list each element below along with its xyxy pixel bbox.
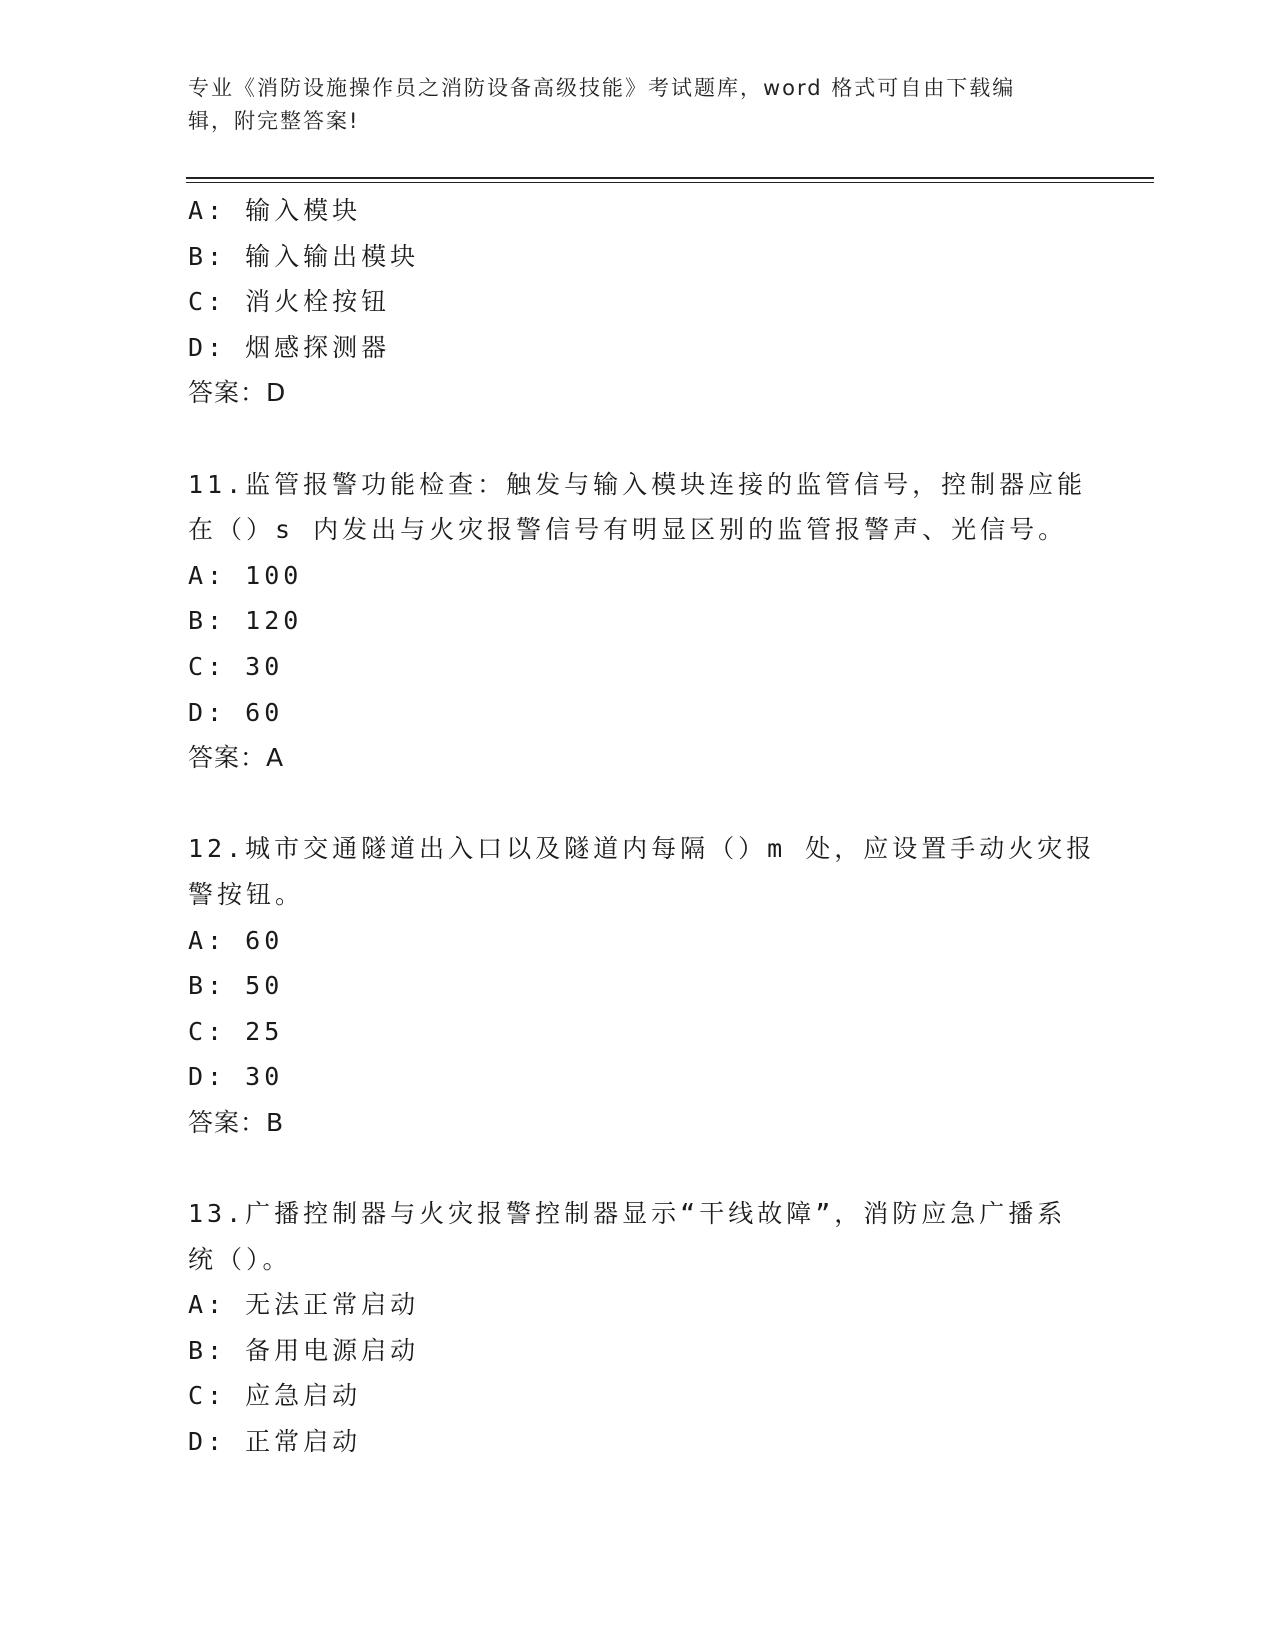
option-b: B: 备用电源启动	[188, 1335, 420, 1365]
answer: 答案：A	[188, 743, 285, 773]
page-header	[188, 72, 1068, 138]
option-d: D: 正常启动	[188, 1427, 362, 1457]
option-c: C: 消火栓按钮	[188, 287, 391, 317]
option-c: C: 30	[188, 651, 284, 681]
option-d: D: 烟感探测器	[188, 332, 391, 362]
option-b: B: 50	[188, 971, 284, 1001]
header-line-1: 专业《消防设施操作员之消防设备高级技能》考试题库，word 格式可自由下载编	[188, 76, 1016, 100]
spacer	[188, 1145, 1088, 1191]
spacer	[188, 781, 1088, 827]
option-c: C: 应急启动	[188, 1381, 362, 1411]
option-a: A: 输入模块	[188, 196, 362, 225]
header-rule-thick	[186, 177, 1154, 179]
answer: 答案：B	[188, 1107, 285, 1137]
option-a: A: 60	[188, 925, 284, 955]
spacer	[188, 416, 1088, 462]
option-a: A: 100	[188, 560, 303, 590]
header-rule-thin	[186, 182, 1154, 183]
option-c: C: 25	[188, 1016, 284, 1046]
question-text-line-2: 在（）s 内发出与火灾报警信号有明显区别的监管报警声、光信号。	[188, 515, 1068, 545]
question-11	[188, 462, 1088, 781]
option-a: A: 无法正常启动	[188, 1290, 420, 1320]
question-text-line-1: 11.监管报警功能检查：触发与输入模块连接的监管信号，控制器应能	[188, 469, 1087, 499]
question-text-line-2: 统（）。	[188, 1244, 292, 1274]
option-d: D: 30	[188, 1062, 284, 1092]
option-d: D: 60	[188, 697, 284, 727]
question-13	[188, 1191, 1088, 1465]
question-list	[188, 188, 1096, 1465]
question-10	[188, 188, 1088, 416]
option-b: B: 输入输出模块	[188, 241, 420, 271]
question-text-line-2: 警按钮。	[188, 879, 305, 909]
question-12	[188, 826, 1096, 1145]
header-line-2: 辑，附完整答案!	[188, 109, 360, 133]
answer: 答案：D	[188, 378, 287, 408]
question-text-line-1: 13.广播控制器与火灾报警控制器显示“干线故障”，消防应急广播系	[188, 1199, 1067, 1229]
option-b: B: 120	[188, 606, 303, 636]
question-text-line-1: 12.城市交通隧道出入口以及隧道内每隔（）m 处，应设置手动火灾报	[188, 834, 1096, 864]
